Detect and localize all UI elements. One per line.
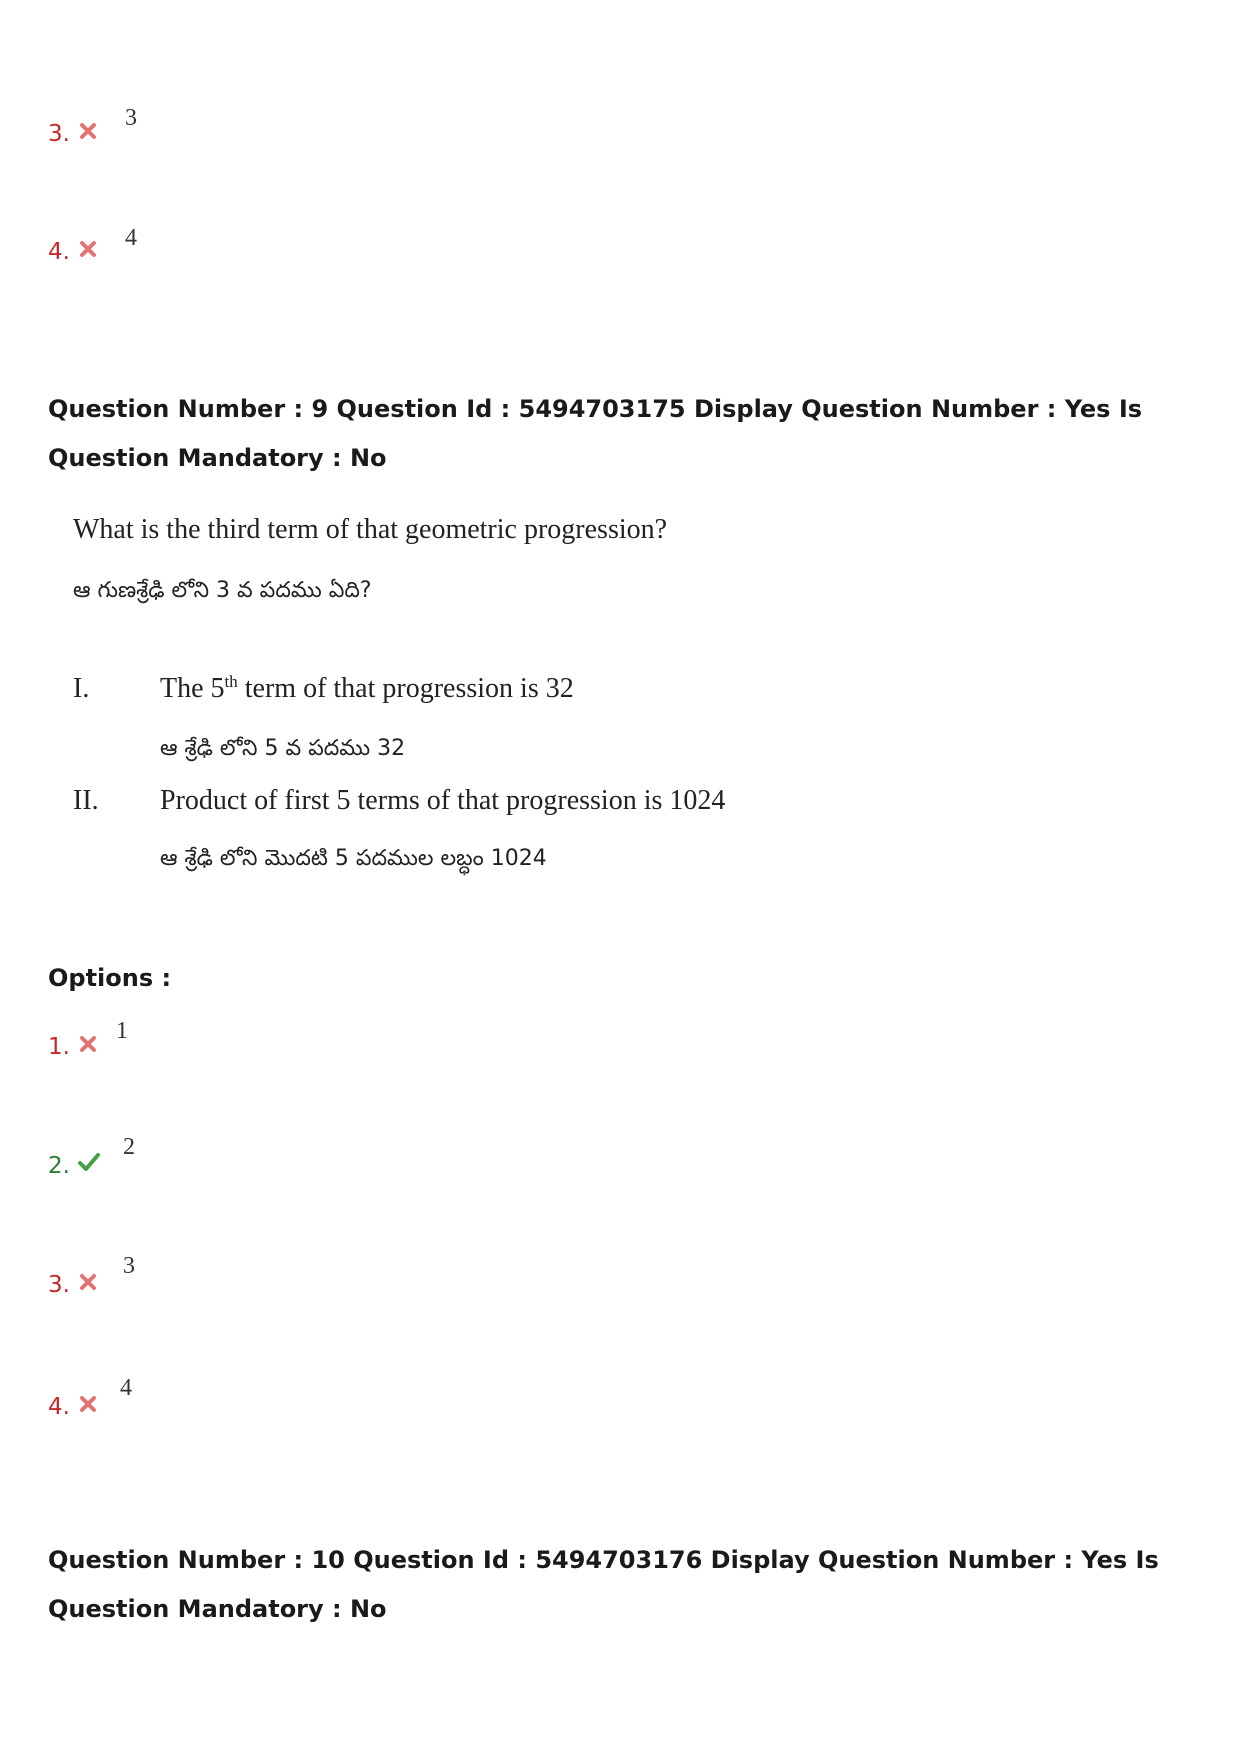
statement-1-text-part: term of that progression is 32 <box>237 673 574 704</box>
cross-icon <box>78 1272 98 1292</box>
option-value: 4 <box>120 1375 132 1401</box>
options-label: Options : <box>48 964 172 992</box>
option-number: 4. <box>48 239 70 265</box>
option-number: 3. <box>48 121 70 147</box>
question-10-header: Question Number : 10 Question Id : 5494703176 Display Question Number : Yes Is Question Mandatory : No <box>48 1546 1159 1623</box>
statement-1-telugu: ఆ శ్రేఢి లోని 5 వ పదము 32 <box>160 736 406 761</box>
cross-icon <box>78 1034 98 1054</box>
statement-2-telugu: ఆ శ్రేఢి లోని మొదటి 5 పదముల లబ్ధం 1024 <box>160 846 547 871</box>
question-text-telugu: ఆ గుణశ్రేఢి లోని 3 వ పదము ఏది? <box>73 578 372 603</box>
option-value: 3 <box>123 1253 135 1279</box>
cross-icon <box>78 1394 98 1414</box>
statement-2-english: Product of first 5 terms of that progression is 1024 <box>160 785 726 816</box>
check-icon <box>77 1151 101 1173</box>
statement-roman-numeral: II. <box>73 785 99 816</box>
cross-icon <box>78 121 98 141</box>
statement-1-english <box>160 672 574 706</box>
statement-1-text-part: The 5 <box>160 673 225 704</box>
option-number: 2. <box>48 1153 70 1179</box>
question-text-english: What is the third term of that geometric progression? <box>73 514 668 545</box>
question-9-header: Question Number : 9 Question Id : 5494703175 Display Question Number : Yes Is Question Mandatory : No <box>48 395 1143 472</box>
option-value: 1 <box>116 1018 128 1044</box>
statement-roman-numeral: I. <box>73 673 90 704</box>
option-value: 4 <box>125 225 137 251</box>
option-value: 3 <box>125 105 137 131</box>
option-value: 2 <box>123 1134 135 1160</box>
statement-1-superscript: th <box>224 672 238 691</box>
option-number: 3. <box>48 1272 70 1298</box>
option-number: 1. <box>48 1034 70 1060</box>
option-number: 4. <box>48 1394 70 1420</box>
cross-icon <box>78 239 98 259</box>
